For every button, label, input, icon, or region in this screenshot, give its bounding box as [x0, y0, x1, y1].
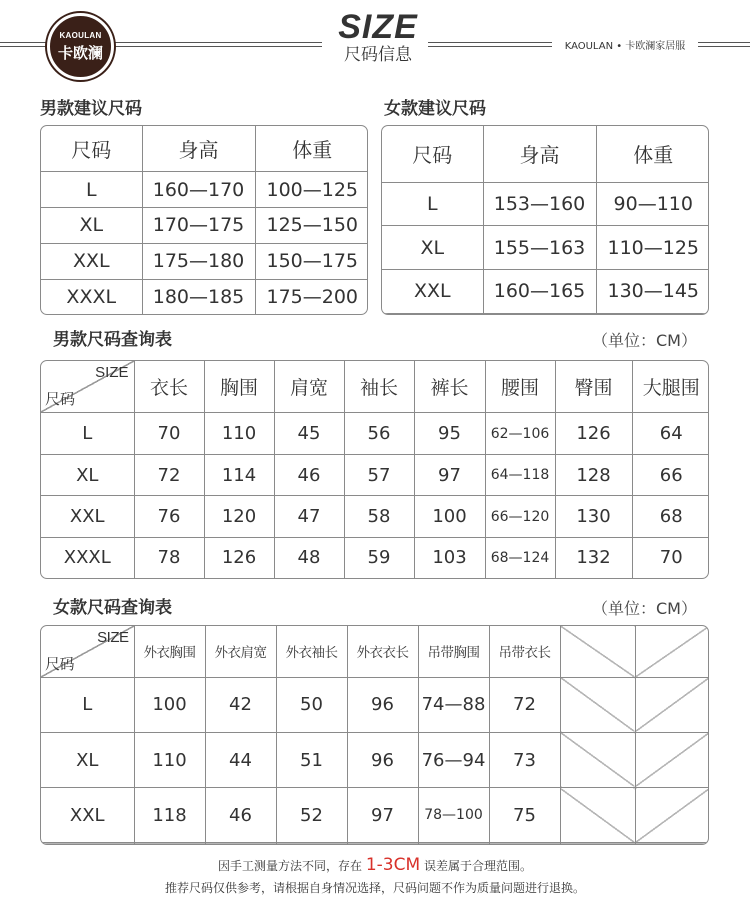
- women-chart-unit: （单位：CM）: [592, 599, 697, 618]
- corner-label-size: SIZE: [95, 364, 129, 381]
- empty-cell: [560, 788, 635, 843]
- header-cell: 吊带胸围: [418, 626, 489, 677]
- empty-cell: [560, 626, 635, 677]
- value-cell: 68: [632, 496, 709, 538]
- value-cell: 70: [632, 537, 709, 578]
- header-cell: 外衣胸围: [134, 626, 205, 677]
- table-header-row: [41, 626, 709, 677]
- women-chart-title: 女款尺码查询表: [53, 598, 172, 618]
- empty-cell: [560, 843, 635, 844]
- value-cell: 66—120: [485, 496, 555, 538]
- value-cell: 78—100: [418, 788, 489, 843]
- value-cell: 76—94: [418, 732, 489, 787]
- value-cell: 44: [205, 732, 276, 787]
- value-cell: 95: [414, 413, 485, 455]
- header-cell: 外衣袖长: [276, 626, 347, 677]
- men-rec-title: 男款建议尺码: [40, 99, 142, 119]
- weight-cell: 175—200: [255, 279, 368, 314]
- empty-cell: [489, 843, 560, 844]
- value-cell: 52: [276, 788, 347, 843]
- empty-row: [41, 843, 709, 844]
- header-cell: 胸围: [204, 361, 274, 413]
- women-rec-table: [381, 125, 709, 315]
- size-cell: XL: [41, 732, 134, 787]
- table-row: [41, 172, 368, 208]
- weight-cell: 125—150: [255, 208, 368, 244]
- empty-cell: [418, 843, 489, 844]
- brand-tagline: KAOULAN • 卡欧澜家居服: [564, 41, 686, 52]
- value-cell: 58: [344, 496, 414, 538]
- size-cell: L: [41, 172, 142, 208]
- measurement-note: [0, 855, 750, 875]
- empty-cell: [483, 313, 596, 314]
- empty-cell: [635, 732, 709, 787]
- value-cell: 130: [555, 496, 632, 538]
- value-cell: 64—118: [485, 454, 555, 496]
- value-cell: 110: [204, 413, 274, 455]
- empty-cell: [382, 313, 483, 314]
- size-cell: L: [41, 413, 134, 455]
- value-cell: 97: [414, 454, 485, 496]
- height-cell: 175—180: [142, 243, 255, 279]
- table-header-row: [382, 126, 709, 182]
- header-cell: 体重: [596, 126, 709, 182]
- value-cell: 97: [347, 788, 418, 843]
- header-cell: 身高: [142, 126, 255, 172]
- empty-cell: [205, 843, 276, 844]
- weight-cell: 100—125: [255, 172, 368, 208]
- header-rule: [698, 46, 750, 47]
- value-cell: 74—88: [418, 677, 489, 732]
- men-size-chart: [40, 360, 709, 579]
- size-cell: XL: [41, 208, 142, 244]
- table-row: [41, 788, 709, 843]
- value-cell: 128: [555, 454, 632, 496]
- table-row: [41, 243, 368, 279]
- note-text: 因手工测量方法不同，存在: [218, 859, 363, 873]
- men-chart-unit: （单位：CM）: [592, 331, 697, 350]
- value-cell: 48: [274, 537, 344, 578]
- header-cell: 外衣衣长: [347, 626, 418, 677]
- note-highlight: 1-3CM: [365, 855, 421, 875]
- value-cell: 120: [204, 496, 274, 538]
- value-cell: 70: [134, 413, 204, 455]
- empty-cell: [635, 843, 709, 844]
- header-cell: 身高: [483, 126, 596, 182]
- table-row: [41, 413, 709, 455]
- table-row: [382, 226, 709, 270]
- page-title: [330, 10, 426, 65]
- value-cell: 100: [134, 677, 205, 732]
- value-cell: 110: [134, 732, 205, 787]
- corner-header-cell: [41, 361, 134, 413]
- header-cell: 衣长: [134, 361, 204, 413]
- size-cell: XXXL: [41, 279, 142, 314]
- size-cell: XXL: [41, 496, 134, 538]
- header-rule: [698, 42, 750, 43]
- value-cell: 132: [555, 537, 632, 578]
- value-cell: 42: [205, 677, 276, 732]
- table-row: [41, 537, 709, 578]
- size-cell: XXL: [41, 788, 134, 843]
- table-row: [41, 454, 709, 496]
- table-row: [382, 182, 709, 226]
- value-cell: 68—124: [485, 537, 555, 578]
- page-title-cn: 尺码信息: [344, 45, 412, 65]
- empty-cell: [347, 843, 418, 844]
- value-cell: 76: [134, 496, 204, 538]
- corner-header-cell: [41, 626, 134, 677]
- table-row: [41, 279, 368, 314]
- height-cell: 160—165: [483, 269, 596, 313]
- empty-cell: [635, 677, 709, 732]
- value-cell: 56: [344, 413, 414, 455]
- value-cell: 103: [414, 537, 485, 578]
- header-cell: 吊带衣长: [489, 626, 560, 677]
- header-cell: 裤长: [414, 361, 485, 413]
- corner-label-size: SIZE: [97, 629, 129, 646]
- value-cell: 50: [276, 677, 347, 732]
- empty-row: [382, 313, 709, 314]
- corner-label-size-cn: 尺码: [45, 654, 75, 673]
- value-cell: 46: [274, 454, 344, 496]
- value-cell: 72: [489, 677, 560, 732]
- height-cell: 170—175: [142, 208, 255, 244]
- value-cell: 51: [276, 732, 347, 787]
- empty-cell: [596, 313, 709, 314]
- value-cell: 96: [347, 732, 418, 787]
- header-cell: 腰围: [485, 361, 555, 413]
- header-cell: 尺码: [382, 126, 483, 182]
- size-cell: XL: [41, 454, 134, 496]
- weight-cell: 130—145: [596, 269, 709, 313]
- size-cell: L: [382, 182, 483, 226]
- value-cell: 64: [632, 413, 709, 455]
- height-cell: 153—160: [483, 182, 596, 226]
- corner-label-size-cn: 尺码: [45, 390, 76, 409]
- men-chart-title: 男款尺码查询表: [53, 330, 172, 350]
- table-row: [41, 677, 709, 732]
- height-cell: 180—185: [142, 279, 255, 314]
- value-cell: 72: [134, 454, 204, 496]
- empty-cell: [276, 843, 347, 844]
- value-cell: 100: [414, 496, 485, 538]
- page-title-en: SIZE: [338, 8, 418, 46]
- brand-logo: [47, 13, 114, 80]
- empty-cell: [635, 626, 709, 677]
- table-header-row: [41, 361, 709, 413]
- header-cell: 肩宽: [274, 361, 344, 413]
- value-cell: 126: [555, 413, 632, 455]
- size-cell: XXL: [382, 269, 483, 313]
- value-cell: 59: [344, 537, 414, 578]
- value-cell: 75: [489, 788, 560, 843]
- table-row: [41, 208, 368, 244]
- weight-cell: 150—175: [255, 243, 368, 279]
- logo-text-cn: 卡欧澜: [57, 43, 103, 62]
- header-rule: [428, 42, 552, 43]
- table-row: [382, 269, 709, 313]
- header-cell: 尺码: [41, 126, 142, 172]
- empty-cell: [635, 788, 709, 843]
- size-cell: XL: [382, 226, 483, 270]
- note-text: 误差属于合理范围。: [423, 859, 532, 873]
- weight-cell: 110—125: [596, 226, 709, 270]
- height-cell: 155—163: [483, 226, 596, 270]
- value-cell: 46: [205, 788, 276, 843]
- empty-cell: [560, 732, 635, 787]
- value-cell: 126: [204, 537, 274, 578]
- value-cell: 47: [274, 496, 344, 538]
- header-cell: 大腿围: [632, 361, 709, 413]
- header-cell: 体重: [255, 126, 368, 172]
- empty-cell: [41, 843, 134, 844]
- weight-cell: 90—110: [596, 182, 709, 226]
- value-cell: 57: [344, 454, 414, 496]
- value-cell: 73: [489, 732, 560, 787]
- table-row: [41, 496, 709, 538]
- men-rec-table: [40, 125, 368, 315]
- return-policy-note: 推荐尺码仅供参考，请根据自身情况选择，尺码问题不作为质量问题进行退换。: [164, 881, 585, 895]
- table-row: [41, 732, 709, 787]
- header-cell: 袖长: [344, 361, 414, 413]
- value-cell: 45: [274, 413, 344, 455]
- size-cell: XXXL: [41, 537, 134, 578]
- value-cell: 66: [632, 454, 709, 496]
- size-cell: L: [41, 677, 134, 732]
- size-cell: XXL: [41, 243, 142, 279]
- header-rule: [428, 46, 552, 47]
- women-size-chart: [40, 625, 709, 845]
- value-cell: 96: [347, 677, 418, 732]
- header-cell: 外衣肩宽: [205, 626, 276, 677]
- value-cell: 62—106: [485, 413, 555, 455]
- value-cell: 114: [204, 454, 274, 496]
- table-header-row: [41, 126, 368, 172]
- value-cell: 118: [134, 788, 205, 843]
- header-cell: 臀围: [555, 361, 632, 413]
- empty-cell: [560, 677, 635, 732]
- women-rec-title: 女款建议尺码: [384, 99, 486, 119]
- value-cell: 78: [134, 537, 204, 578]
- logo-text-en: KAOULAN: [59, 30, 102, 40]
- height-cell: 160—170: [142, 172, 255, 208]
- empty-cell: [134, 843, 205, 844]
